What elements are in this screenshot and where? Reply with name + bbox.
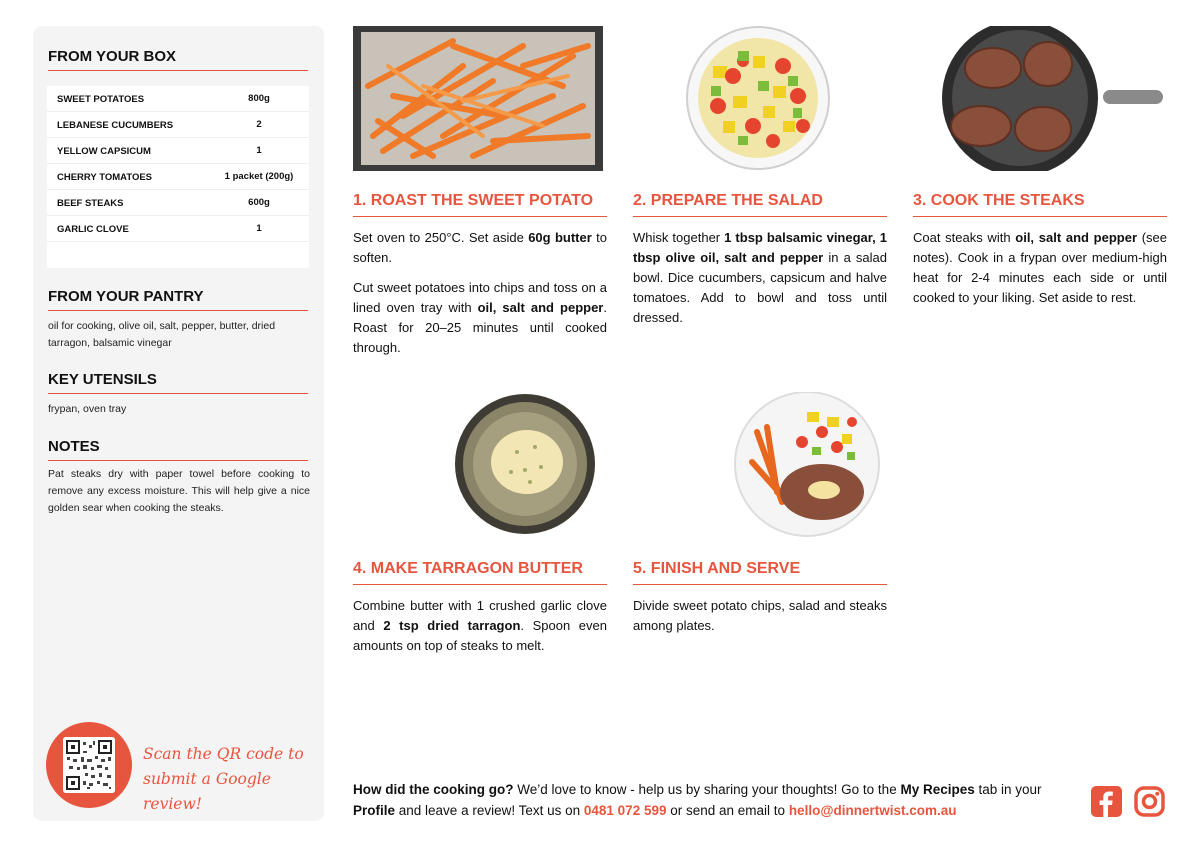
facebook-icon[interactable] <box>1091 786 1122 817</box>
ingredients-table <box>47 86 309 268</box>
key-utensils-heading: KEY UTENSILS <box>48 371 308 394</box>
notes-heading: NOTES <box>48 438 308 461</box>
step-2-title: 2. PREPARE THE SALAD <box>633 192 887 217</box>
step-3-text <box>913 228 1167 318</box>
ingredient-qty: 800g <box>248 93 270 104</box>
ingredient-row <box>47 216 309 242</box>
feedback-message: How did the cooking go? We’d love to know - help us by sharing your thoughts! Go to the My Recipes tab in your Profile and leave a review! Text us on 0481 072 599 or send an email to hello@dinnertwist.com.au <box>353 782 1042 818</box>
step-3-title: 3. COOK THE STEAKS <box>913 192 1167 217</box>
plated-meal-photo <box>682 392 932 537</box>
ingredient-row <box>47 86 309 112</box>
ingredient-name: YELLOW CAPSICUM <box>57 146 151 157</box>
from-your-pantry-heading: FROM YOUR PANTRY <box>48 288 308 311</box>
step-1-text <box>353 228 607 368</box>
ingredient-name: LEBANESE CUCUMBERS <box>57 120 174 131</box>
qr-code-badge[interactable] <box>46 722 132 808</box>
sweet-potato-tray-photo <box>353 26 603 171</box>
ingredient-qty: 1 <box>256 145 262 156</box>
step-paragraph: Combine butter with 1 crushed garlic clove and 2 tsp dried tarragon. Spoon even amounts on top of steaks to melt. <box>353 598 608 653</box>
steaks-frypan-photo <box>913 26 1163 171</box>
step-paragraph: Cut sweet potatoes into chips and toss on a lined oven tray with oil, salt and pepper. Roast for 20–25 minutes until cooked through. <box>353 280 607 355</box>
qr-review-prompt: Scan the QR code to submit a Google review! <box>143 745 304 813</box>
from-your-box-heading: FROM YOUR BOX <box>48 48 308 71</box>
salad-bowl-photo <box>633 26 883 171</box>
ingredient-qty: 1 <box>256 223 262 234</box>
ingredient-qty: 2 <box>256 119 262 130</box>
step-2-text <box>633 228 887 338</box>
step-1-title: 1. ROAST THE SWEET POTATO <box>353 192 607 217</box>
notes-text: Pat steaks dry with paper towel before cooking to remove any excess moisture. This will help give a nice golden sear when cooking the steaks. <box>48 468 310 514</box>
qr-code-icon[interactable] <box>63 737 115 793</box>
ingredient-name: SWEET POTATOES <box>57 94 145 105</box>
ingredient-name: BEEF STEAKS <box>57 198 124 209</box>
instagram-icon[interactable] <box>1134 786 1165 817</box>
ingredient-row <box>47 138 309 164</box>
pantry-list: oil for cooking, olive oil, salt, pepper, butter, dried tarragon, balsamic vinegar <box>48 320 276 349</box>
ingredient-row <box>47 164 309 190</box>
ingredient-qty: 600g <box>248 197 270 208</box>
utensils-list: frypan, oven tray <box>48 403 127 415</box>
ingredient-row <box>47 190 309 216</box>
ingredients-sidebar <box>33 26 324 821</box>
ingredient-row <box>47 112 309 138</box>
ingredient-name: CHERRY TOMATOES <box>57 172 153 183</box>
step-5-text <box>633 596 887 646</box>
step-paragraph: Divide sweet potato chips, salad and steaks among plates. <box>633 598 887 633</box>
step-paragraph: Whisk together 1 tbsp balsamic vinegar, 1 tbsp olive oil, salt and pepper in a salad bowl. Dice cucumbers, capsicum and halve tomatoes. Add to bowl and toss until dressed. <box>633 230 887 325</box>
step-paragraph: Set oven to 250°C. Set aside 60g butter to soften. <box>353 230 607 265</box>
step-5-title: 5. FINISH AND SERVE <box>633 560 887 585</box>
step-4-text <box>353 596 607 666</box>
tarragon-butter-bowl-photo <box>400 392 650 537</box>
ingredient-qty: 1 packet (200g) <box>224 171 294 182</box>
ingredient-name: GARLIC CLOVE <box>57 224 129 235</box>
step-4-title: 4. MAKE TARRAGON BUTTER <box>353 560 607 585</box>
step-paragraph: Coat steaks with oil, salt and pepper (see notes). Cook in a frypan over medium-high heat for 2-4 minutes each side or until cooked to your liking. Set aside to rest. <box>913 230 1167 305</box>
